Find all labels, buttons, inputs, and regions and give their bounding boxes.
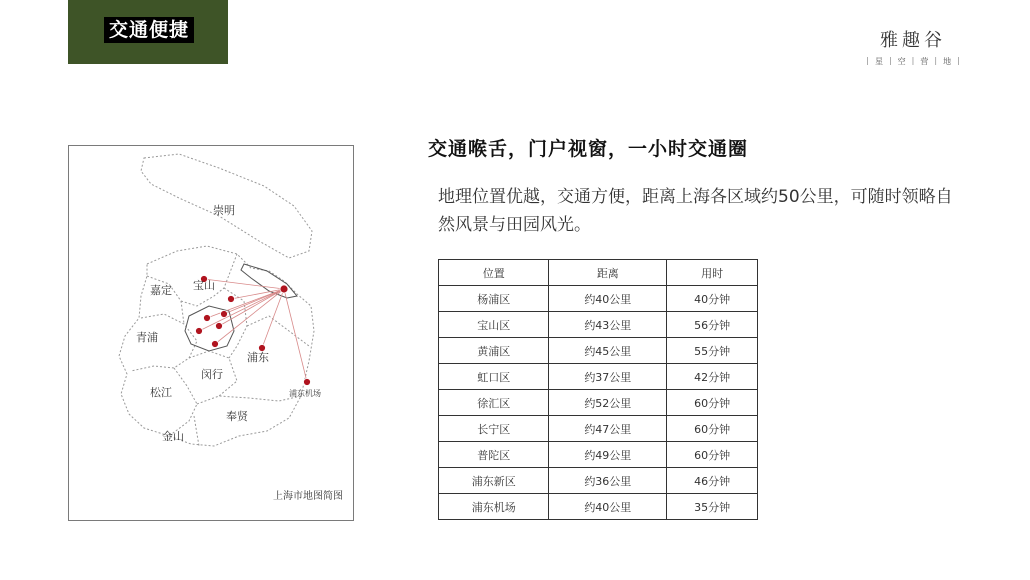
district-label: 青浦 xyxy=(136,331,158,344)
table-cell: 60分钟 xyxy=(667,442,758,468)
table-cell: 普陀区 xyxy=(439,442,549,468)
table-cell: 约36公里 xyxy=(549,468,667,494)
table-header: 位置 xyxy=(439,260,549,286)
route-line xyxy=(204,279,284,289)
description: 地理位置优越，交通方便，距离上海各区域约50公里，可随时领略自然风景与田园风光。 xyxy=(438,187,953,235)
brand-subtitle: | 星 | 空 | 营 | 地 | xyxy=(866,56,960,66)
map-pin-icon xyxy=(228,296,235,303)
table-cell: 约47公里 xyxy=(549,416,667,442)
brand-sub-char: 地 xyxy=(943,57,952,66)
table-row xyxy=(439,312,758,338)
table-cell: 42分钟 xyxy=(667,364,758,390)
district-label: 奉贤 xyxy=(226,410,248,423)
table-row xyxy=(439,364,758,390)
map-pin-icon xyxy=(280,285,288,293)
distance-table xyxy=(438,259,758,520)
table-cell: 宝山区 xyxy=(439,312,549,338)
table-cell: 徐汇区 xyxy=(439,390,549,416)
table-cell: 56分钟 xyxy=(667,312,758,338)
brand-sub-char: 星 xyxy=(874,57,883,66)
table-cell: 约49公里 xyxy=(549,442,667,468)
route-line xyxy=(199,289,284,331)
shanghai-map xyxy=(68,145,354,521)
headline: 交通喉舌，门户视窗，一小时交通圈 xyxy=(428,138,749,160)
table-cell: 约40公里 xyxy=(549,494,667,520)
district-label: 闵行 xyxy=(201,368,223,381)
brand-logo xyxy=(868,26,958,67)
district-label: 浦东 xyxy=(247,351,269,364)
table-header: 用时 xyxy=(667,260,758,286)
table-row xyxy=(439,494,758,520)
map-caption: 上海市地图简图 xyxy=(273,491,343,502)
district-label: 崇明 xyxy=(213,204,235,217)
district-label: 松江 xyxy=(150,386,172,399)
district-border xyxy=(197,396,301,404)
map-pin-icon xyxy=(216,323,223,330)
map-pin-icon xyxy=(212,341,219,348)
table-cell: 60分钟 xyxy=(667,390,758,416)
district-label: 金山 xyxy=(162,430,184,443)
table-cell: 约40公里 xyxy=(549,286,667,312)
map-svg xyxy=(69,146,353,520)
table-cell: 约45公里 xyxy=(549,338,667,364)
table-cell: 35分钟 xyxy=(667,494,758,520)
brand-sub-char: 空 xyxy=(897,57,906,66)
table-row xyxy=(439,442,758,468)
table-cell: 浦东新区 xyxy=(439,468,549,494)
table-cell: 约52公里 xyxy=(549,390,667,416)
airport-label: 浦东机场 xyxy=(289,389,321,398)
route-line xyxy=(284,289,307,382)
table-row xyxy=(439,416,758,442)
table-cell: 46分钟 xyxy=(667,468,758,494)
district-border xyxy=(194,416,199,446)
route-line xyxy=(219,289,284,326)
table-row xyxy=(439,390,758,416)
table-row xyxy=(439,468,758,494)
table-header-row xyxy=(439,260,758,286)
table-cell: 黄浦区 xyxy=(439,338,549,364)
table-row xyxy=(439,286,758,312)
district-border xyxy=(169,368,197,436)
island-highlight xyxy=(241,264,297,298)
table-cell: 浦东机场 xyxy=(439,494,549,520)
district-label: 嘉定 xyxy=(150,284,172,297)
district-label: 宝山 xyxy=(193,279,215,292)
table-header: 距离 xyxy=(549,260,667,286)
table-cell: 长宁区 xyxy=(439,416,549,442)
map-pin-icon xyxy=(196,328,203,335)
section-title-block xyxy=(68,0,228,64)
table-cell: 约37公里 xyxy=(549,364,667,390)
table-cell: 60分钟 xyxy=(667,416,758,442)
brand-sub-char: 营 xyxy=(920,57,929,66)
map-pin-icon xyxy=(304,379,311,386)
brand-name: 雅趣谷 xyxy=(880,30,946,51)
table-cell: 55分钟 xyxy=(667,338,758,364)
district-border xyxy=(247,316,309,346)
table-cell: 虹口区 xyxy=(439,364,549,390)
map-pin-icon xyxy=(221,311,228,318)
map-pin-icon xyxy=(204,315,211,322)
table-cell: 约43公里 xyxy=(549,312,667,338)
table-cell: 杨浦区 xyxy=(439,286,549,312)
table-cell: 40分钟 xyxy=(667,286,758,312)
table-row xyxy=(439,338,758,364)
section-title: 交通便捷 xyxy=(104,17,194,43)
